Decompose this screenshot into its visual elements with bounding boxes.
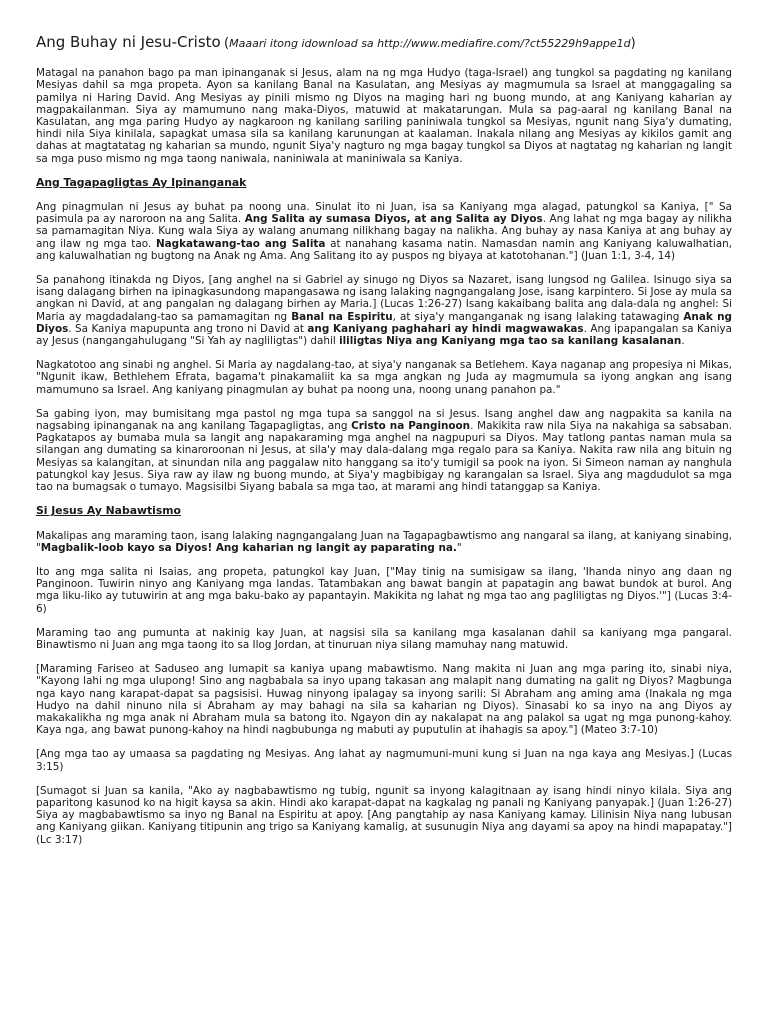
section1-paragraph-4: Sa gabing iyon, may bumisitang mga pastol ng mga tupa sa sanggol na si Jesus. Isang anghel daw ang nagpakita sa kanila na nagsabing ipinanganak na ang kanilang Tagapagligtas, ang Cristo na Panginoon. Makikita raw nila Siya na nakahiga sa sabsaban. Pagkatapos ay bumaba mula sa langit ang napakaraming mga anghel na nagpupuri sa Diyos. May tatlong pantas naman mula sa silangan ang dumating sa kinaroroonan ni Jesus, at sila'y may dala-dalang mga regalo para sa Kaniya. Nakita raw nila ang bituin ng Mesiyas sa kalangitan, at sinundan nila ang paggalaw nito hanggang sa ito'y tumigil sa pook na iyon. Si Simeon naman ay nanghula patungkol kay Jesus. Siya raw ay ilaw ng buong mundo, at Siya'y magbibigay ng karangalan sa Israel. Siya ang magdudulot sa mga tao na bumagsak o tumayo. Magsisilbi Siyang babala sa mga tao, at marami ang hindi tatanggap sa Kaniya. [36, 407, 732, 494]
section2-paragraph-6: [Sumagot si Juan sa kanila, "Ako ay nagbabawtismo ng tubig, ngunit sa inyong kalagitnaan ay isang hindi ninyo kilala. Siya ang paparitong kasunod ko na higit kaysa sa akin. Hindi ako karapat-dapat na kagkalag ng panali ng Kaniyang panyapak.] (Juan 1:26-27) Siya ay magbabawtismo sa inyo ng Banal na Espiritu at apoy. [Ang pangtahip ay nasa Kaniyang kamay. Lilinisin Niya nang lubusan ang Kaniyang giikan. Kaniyang titipunin ang trigo sa Kaniyang kamalig, at susunugin Niya ang dayami sa apoy na hindi mapapatay."] (Lc 3:17) [36, 784, 732, 846]
section2-paragraph-2: Ito ang mga salita ni Isaias, ang propeta, patungkol kay Juan, ["May tinig na sumisigaw sa ilang, 'Ihanda ninyo ang daan ng Panginoon. Tuwirin ninyo ang Kaniyang mga landas. Tatambakan ang bawat bangin at papatagin ang bawat bundok at burol. Ang mga liku-liko ay tutuwirin at ang mga baku-bako ay papantayin. Makikita ng lahat ng mga tao ang pagliligtas ng Diyos.'"] (Lucas 3:4-6) [36, 565, 732, 615]
download-note: (Maaari itong idownload sa http://www.mediafire.com/?ct55229h9appe1d) [224, 36, 636, 51]
intro-paragraph: Matagal na panahon bago pa man ipinanganak si Jesus, alam na ng mga Hudyo (taga-Israel) ang tungkol sa pagdating ng kanilang Mesiyas dahil sa mga propeta. Ayon sa kanilang Banal na Kasulatan, ang Mesiyas ay magmumula sa Israel at manggagaling sa pamilya ni Haring David. Ang Mesiyas ay pinili mismo ng Diyos na maging hari ng buong mundo, at ang Kaniyang kaharian ay magpakailanman. Siya ay mamumuno nang maka-Diyos, matuwid at makatarungan. Mula sa pag-aaral ng kanilang Banal na Kasulatan, ang mga paring Hudyo ay nagkaroon ng kanilang sariling paniniwala tungkol sa Mesiyas, ngunit nang Siya'y dumating, hindi nila Siya kinilala, sapagkat umasa sila sa kanilang karunungan at kaalaman. Inakala nilang ang Mesiyas ay kikilos gamit ang dahas at magtatatag ng kaharian sa mundo, ngunit Siya'y nagturo ng mga bagay tungkol sa Diyos at nagtatag ng kaharian ng langit sa mga puso mismo ng mga taong naniwala, naniniwala at maniniwala sa Kaniya. [36, 67, 732, 165]
section2-paragraph-1: Makalipas ang maraming taon, isang lalaking nagngangalang Juan na Tagapagbawtismo ang nangaral sa ilang, at kaniyang sinabing, "Magbalik-loob kayo sa Diyos! Ang kaharian ng langit ay paparating na." [36, 529, 732, 554]
section2-paragraph-4: [Maraming Fariseo at Saduseo ang lumapit sa kaniya upang mabawtismo. Nang makita ni Juan ang mga paring ito, sinabi niya, "Kayong lahi ng mga ulupong! Sino ang nagbabala sa inyo upang takasan ang malapit nang dumating na galit ng Diyos? Magbunga nga kayo nang karapat-dapat sa pagsisisi. Huwag ninyong ipalagay sa inyong sarili: Si Abraham ang aming ama (Inakala ng mga Hudyo na dahil ninuno nila si Abraham ay may bahagi na sila sa kaharian ng Diyos). Sinasabi ko sa inyo na ang Diyos ay makakalikha ng mga anak ni Abraham mula sa batong ito. Ngayon din ay nakalapat na ang palakol sa ugat ng mga punong-kahoy. Kaya nga, ang bawat punong-kahoy na hindi nagbubunga ng mabuti ay puputulin at ihahagis sa apoy."] (Mateo 3:7-10) [36, 663, 732, 737]
section1-paragraph-3: Nagkatotoo ang sinabi ng anghel. Si Maria ay nagdalang-tao, at siya'y nanganak sa Betlehem. Kaya naganap ang propesiya ni Mikas, "Ngunit ikaw, Bethlehem Efrata, bagama't pinakamaliit ka sa mga angkan ng Juda ay magmumula sa iyong angkan ang isang mamumuno sa Israel. Ang kaniyang pinagmulan ay buhat pa noong una, noong unang panahon pa." [36, 359, 732, 396]
section2-paragraph-5: [Ang mga tao ay umaasa sa pagdating ng Mesiyas. Ang lahat ay nagmumuni-muni kung si Juan na nga kaya ang Mesiyas.] (Lucas 3:15) [36, 748, 732, 773]
section-heading-tagapagligtas: Ang Tagapagligtas Ay Ipinanganak [36, 175, 247, 189]
section-heading-nabawtismo: Si Jesus Ay Nabawtismo [36, 504, 181, 518]
document-title: Ang Buhay ni Jesu-Cristo [36, 33, 221, 51]
download-link-text: Maaari itong idownload sa http://www.mediafire.com/?ct55229h9appe1d [229, 37, 631, 50]
section1-paragraph-1: Ang pinagmulan ni Jesus ay buhat pa noong una. Sinulat ito ni Juan, isa sa Kaniyang mga alagad, patungkol sa Kaniya, [" Sa pasimula pa ay naroroon na ang Salita. Ang Salita ay sumasa Diyos, at ang Salita ay Diyos. Ang lahat ng mga bagay ay nilikha sa pamamagitan Niya. Kung wala Siya ay walang anumang nilikhang bagay na nalikha. Ang buhay ay nasa Kaniya at ang buhay ay ang ilaw ng mga tao. Nagkatawang-tao ang Salita at nanahang kasama natin. Namasdan namin ang Kaniyang kaluwalhatian, ang kaluwalhatian ng bugtong na Anak ng Ama. Ang Salitang ito ay puspos ng biyaya at katotohanan."] (Juan 1:1, 3-4, 14) [36, 201, 732, 262]
title-row [36, 33, 732, 51]
section1-paragraph-2: Sa panahong itinakda ng Diyos, [ang anghel na si Gabriel ay sinugo ng Diyos sa Nazaret, isang lungsod ng Galilea. Isinugo siya sa isang dalagang birhen na ipinagkasundong mapangasawa ng isang lalaking nagngangalang Jose, isang karpintero. Si Jose ay mula sa angkan ni David, at ang pangalan ng dalagang birhen ay Maria.] (Lucas 1:26-27) Isang kakaibang balita ang dala-dala ng anghel: Si Maria ay magdadalang-tao sa pamamagitan ng Banal na Espiritu, at siya'y manganganak ng isang lalaking tatawaging Anak ng Diyos. Sa Kaniya mapupunta ang trono ni David at ang Kaniyang paghahari ay hindi magwawakas. Ang ipapangalan sa Kaniya ay Jesus (nangangahulugang "Si Yah ay nagliligtas") dahil ililigtas Niya ang Kaniyang mga tao sa kanilang kasalanan. [36, 274, 732, 348]
section2-paragraph-3: Maraming tao ang pumunta at nakinig kay Juan, at nagsisi sila sa kanilang mga kasalanan dahil sa kaniyang mga pangaral. Binawtismo ni Juan ang mga taong ito sa Ilog Jordan, at tinuruan niya silang mamuhay nang matuwid. [36, 626, 732, 651]
